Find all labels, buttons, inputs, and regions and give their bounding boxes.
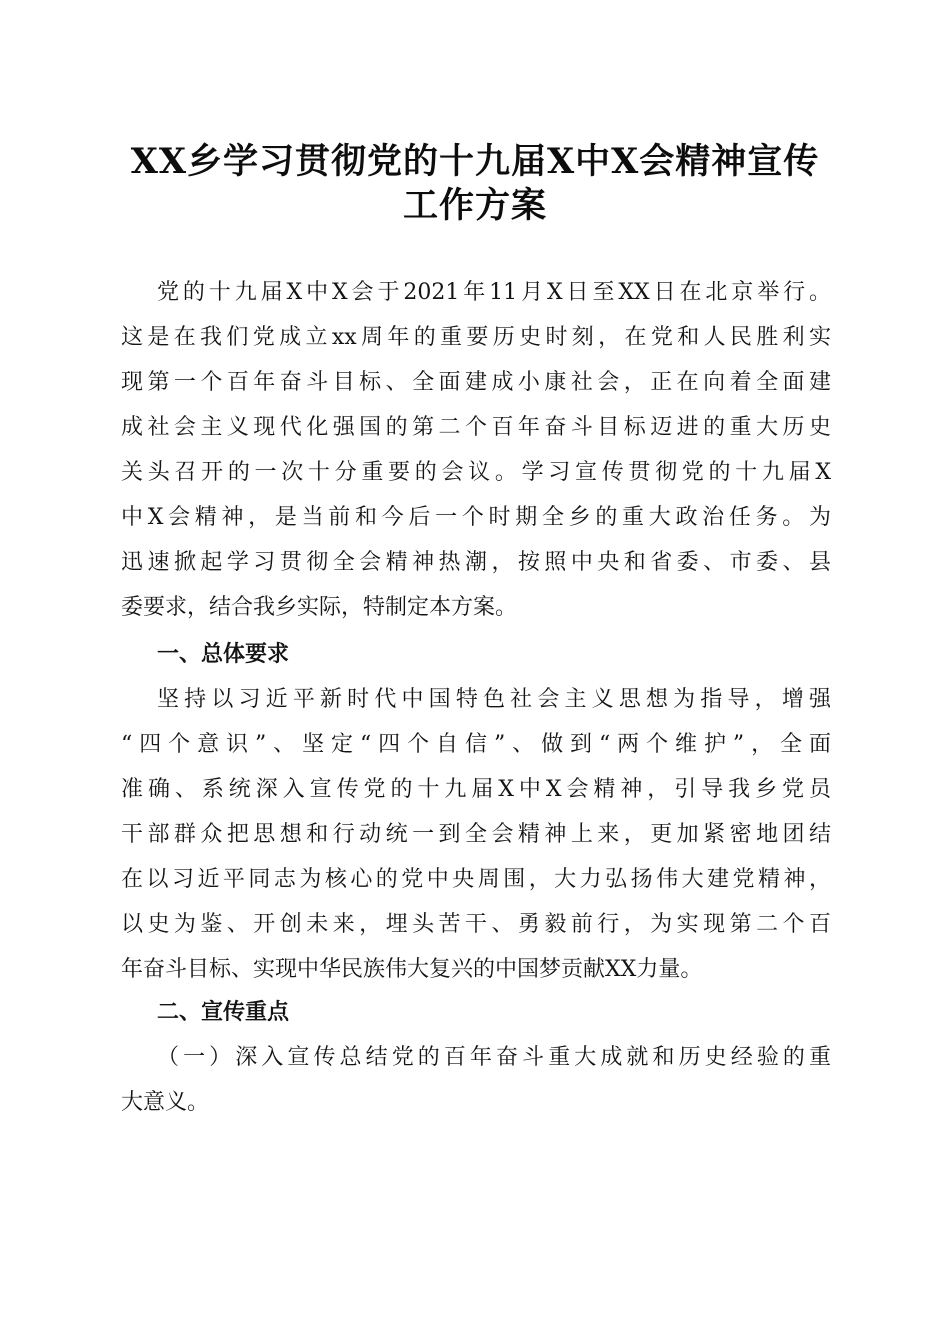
paragraph-line: “四个意识”、坚定“四个自信”、做到“两个维护”，全面 [121,732,831,757]
paragraph-line: 在以习近平同志为核心的党中央周围，大力弘扬伟大建党精神， [121,867,831,892]
paragraph-line: 现第一个百年奋斗目标、全面建成小康社会，正在向着全面建 [121,370,831,395]
document-title-line-1: XX乡学习贯彻党的十九届X中X会精神宣传 [130,141,820,182]
paragraph-line: 中X会精神，是当前和今后一个时期全乡的重大政治任务。为 [121,505,831,530]
paragraph-line: 成社会主义现代化强国的第二个百年奋斗目标迈进的重大历史 [121,415,831,440]
paragraph-line: 关头召开的一次十分重要的会议。学习宣传贯彻党的十九届X [121,460,831,485]
paragraph-line: 委要求，结合我乡实际，特制定本方案。 [121,595,518,620]
paragraph-line: 坚持以习近平新时代中国特色社会主义思想为指导，增强 [157,687,831,712]
paragraph-line: 以史为鉴、开创未来，埋头苦干、勇毅前行，为实现第二个百 [121,912,831,937]
paragraph-line: （一）深入宣传总结党的百年奋斗重大成就和历史经验的重 [157,1045,831,1070]
paragraph-line: 准确、系统深入宣传党的十九届X中X会精神，引导我乡党员 [121,777,831,802]
paragraph-line: 这是在我们党成立xx周年的重要历史时刻，在党和人民胜利实 [121,325,831,350]
section-heading-publicity-focus: 二、宣传重点 [157,1000,290,1025]
paragraph-line: 干部群众把思想和行动统一到全会精神上来，更加紧密地团结 [121,822,831,847]
document-title-line-2: 工作方案 [402,185,547,226]
section-heading-overall-requirements: 一、总体要求 [157,642,290,667]
paragraph-line: 党的十九届X中X会于2021年11月X日至XX日在北京举行。 [157,280,831,305]
paragraph-line: 迅速掀起学习贯彻全会精神热潮，按照中央和省委、市委、县 [121,550,831,575]
paragraph-line: 年奋斗目标、实现中华民族伟大复兴的中国梦贡献XX力量。 [121,957,703,982]
paragraph-line: 大意义。 [121,1090,210,1115]
